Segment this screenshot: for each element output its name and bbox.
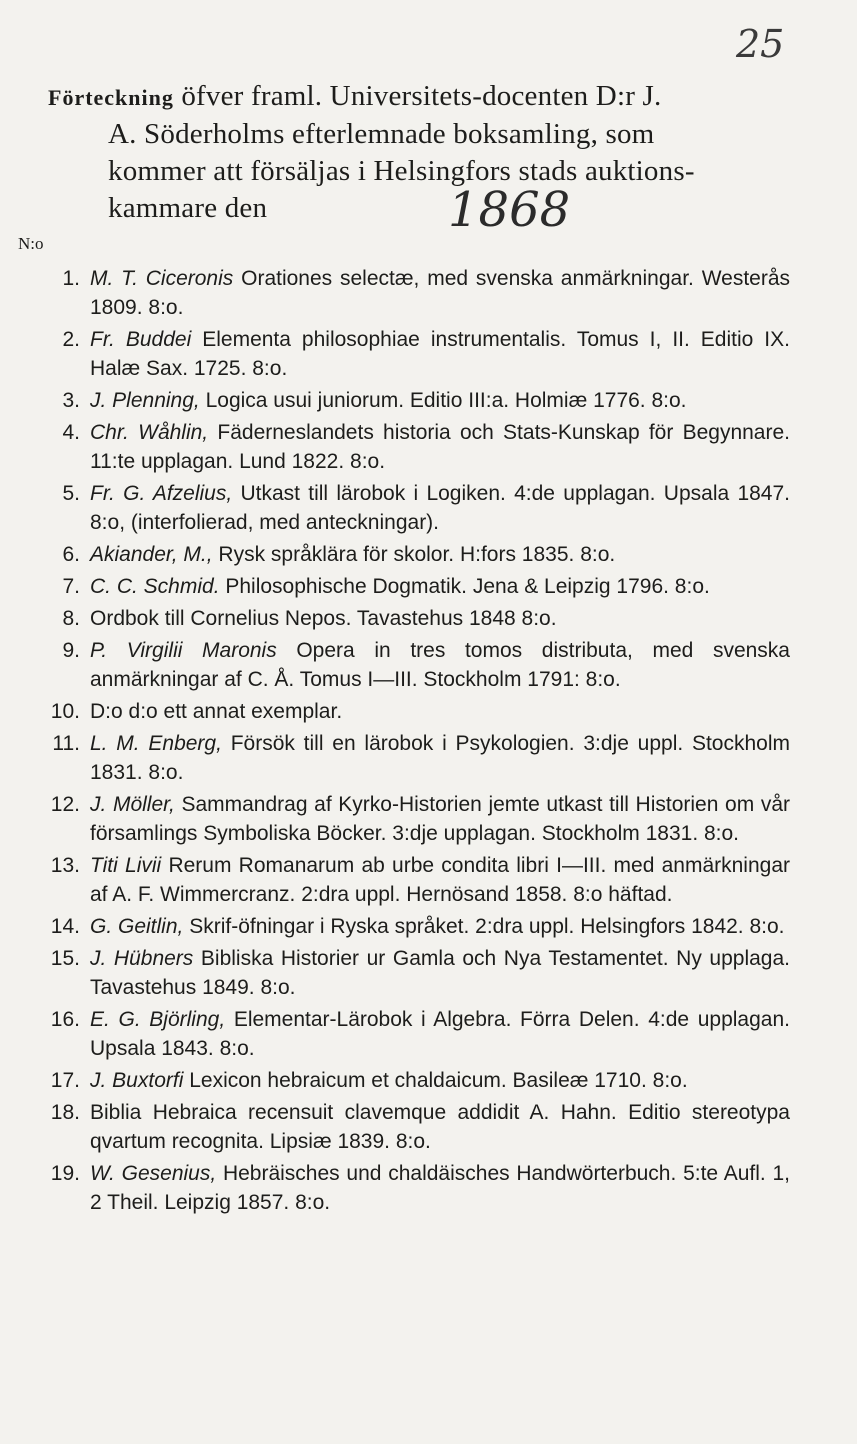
entry-text bbox=[90, 479, 790, 537]
entry-text bbox=[90, 540, 790, 569]
book-entry bbox=[0, 851, 857, 909]
entry-description: D:o d:o ett annat exemplar. bbox=[90, 700, 343, 723]
entry-number: 11. bbox=[52, 732, 80, 755]
entry-author: J. Möller, bbox=[90, 793, 175, 816]
entry-text bbox=[90, 729, 790, 787]
entry-text bbox=[90, 1098, 790, 1156]
book-entry bbox=[0, 604, 857, 633]
entry-description: Lexicon hebraicum et chaldaicum. Basileæ 1710. 8:o. bbox=[183, 1069, 688, 1092]
entry-description: Opera in tres tomos distributa, med svenska anmärkningar af C. Å. Tomus I—III. Stockholm 1791: 8:o. bbox=[90, 639, 790, 691]
entry-text bbox=[90, 1159, 790, 1217]
book-entry bbox=[0, 944, 857, 1002]
entry-number: 6. bbox=[62, 543, 80, 566]
entry-description: Försök till en lärobok i Psykologien. 3:dje uppl. Stockholm 1831. 8:o. bbox=[90, 732, 791, 784]
entry-number: 3. bbox=[62, 389, 80, 412]
entry-description: Rerum Romanarum ab urbe condita libri I—III. med anmärkningar af A. F. Wimmercranz. 2:dra uppl. Hernösand 1858. 8:o häftad. bbox=[90, 854, 790, 906]
book-entry bbox=[0, 912, 857, 941]
entry-description: Sammandrag af Kyrko-Historien jemte utkast till Historien om vår församlings Symboliska Böcker. 3:dje upplagan. Stockholm 1831. 8:o. bbox=[90, 793, 790, 845]
entry-description: Fäderneslandets historia och Stats-Kunskap för Begynnare. 11:te upplagan. Lund 1822. 8:o. bbox=[90, 421, 790, 473]
entry-description: Logica usui juniorum. Editio III:a. Holmiæ 1776. 8:o. bbox=[199, 389, 687, 412]
entry-text bbox=[90, 386, 790, 415]
catalogue-title bbox=[48, 78, 803, 227]
book-entry bbox=[0, 636, 857, 694]
handwritten-year: 1868 bbox=[448, 182, 571, 238]
entry-author: Akiander, M., bbox=[90, 543, 213, 566]
title-line-2: A. Söderholms efterlemnade boksamling, som bbox=[108, 118, 655, 150]
book-entry bbox=[0, 697, 857, 726]
entry-author: W. Gesenius, bbox=[90, 1162, 217, 1185]
entry-description: Bibliska Historier ur Gamla och Nya Testamentet. Ny upplaga. Tavastehus 1849. 8:o. bbox=[90, 947, 790, 999]
entry-author: C. C. Schmid. bbox=[90, 575, 220, 598]
entry-number: 7. bbox=[62, 575, 80, 598]
entry-description: Hebräisches und chaldäisches Handwörterbuch. 5:te Aufl. 1, 2 Theil. Leipzig 1857. 8:o. bbox=[90, 1162, 790, 1214]
entry-number: 14. bbox=[50, 915, 80, 938]
book-entry bbox=[0, 572, 857, 601]
entry-text bbox=[90, 572, 790, 601]
book-entry bbox=[0, 1066, 857, 1095]
entry-description: Rysk språklära för skolor. H:fors 1835. 8:o. bbox=[212, 543, 616, 566]
entry-text bbox=[90, 697, 790, 726]
entry-text bbox=[90, 1066, 790, 1095]
entry-author: G. Geitlin, bbox=[90, 915, 184, 938]
book-entry bbox=[0, 264, 857, 322]
entry-author: M. T. Ciceronis bbox=[90, 267, 234, 290]
book-entry bbox=[0, 1098, 857, 1156]
entry-description: Elementar-Lärobok i Algebra. Förra Delen. 4:de upplagan. Upsala 1843. 8:o. bbox=[90, 1008, 790, 1060]
entry-number: 2. bbox=[62, 328, 80, 351]
entry-number: 15. bbox=[50, 947, 80, 970]
entry-author: J. Plenning, bbox=[90, 389, 200, 412]
entry-description: Philosophische Dogmatik. Jena & Leipzig 1796. 8:o. bbox=[219, 575, 710, 598]
entry-description: Biblia Hebraica recensuit clavemque addidit A. Hahn. Editio stereotypa qvartum recognita. Lipsiæ 1839. 8:o. bbox=[90, 1101, 790, 1153]
entry-number: 5. bbox=[62, 482, 80, 505]
book-entry bbox=[0, 1159, 857, 1217]
entry-number: 9. bbox=[62, 639, 80, 662]
entry-text bbox=[90, 1005, 790, 1063]
entry-author: Fr. Buddei bbox=[90, 328, 192, 351]
entry-text bbox=[90, 604, 790, 633]
book-entry bbox=[0, 325, 857, 383]
entry-author: Chr. Wåhlin, bbox=[90, 421, 209, 444]
entry-author: J. Buxtorfi bbox=[90, 1069, 184, 1092]
handwritten-page-number: 25 bbox=[736, 22, 785, 66]
entry-description: Elementa philosophiae instrumentalis. Tomus I, II. Editio IX. Halæ Sax. 1725. 8:o. bbox=[90, 328, 790, 380]
entry-text bbox=[90, 851, 790, 909]
entry-text bbox=[90, 790, 790, 848]
book-entry bbox=[0, 479, 857, 537]
entry-author: J. Hübners bbox=[90, 947, 194, 970]
entry-description: Ordbok till Cornelius Nepos. Tavastehus 1848 8:o. bbox=[90, 607, 557, 630]
entry-author: E. G. Björling, bbox=[90, 1008, 226, 1031]
title-line-1-rest: öfver framl. Universitets-docenten D:r J. bbox=[181, 80, 662, 112]
entry-text bbox=[90, 325, 790, 383]
entry-text bbox=[90, 636, 790, 694]
entry-description: Skrif-öfningar i Ryska språket. 2:dra uppl. Helsingfors 1842. 8:o. bbox=[183, 915, 785, 938]
title-line-1 bbox=[48, 78, 803, 116]
book-entry bbox=[0, 729, 857, 787]
entry-description: Orationes selectæ, med svenska anmärkningar. Westerås 1809. 8:o. bbox=[90, 267, 791, 319]
entry-author: P. Virgilii Maronis bbox=[90, 639, 277, 662]
number-column-label: N:o bbox=[18, 234, 44, 253]
entry-number: 13. bbox=[50, 854, 80, 877]
entry-number: 16. bbox=[50, 1008, 80, 1031]
entry-text bbox=[90, 264, 790, 322]
book-entry bbox=[0, 386, 857, 415]
book-entry bbox=[0, 540, 857, 569]
book-entry bbox=[0, 790, 857, 848]
entry-number: 4. bbox=[62, 421, 80, 444]
entry-text bbox=[90, 418, 790, 476]
title-bold-word: Förteckning bbox=[48, 85, 174, 110]
book-entry bbox=[0, 418, 857, 476]
entry-number: 17. bbox=[50, 1069, 80, 1092]
entry-number: 10. bbox=[50, 700, 80, 723]
entry-number: 12. bbox=[50, 793, 80, 816]
entry-number: 1. bbox=[62, 267, 80, 290]
entry-text bbox=[90, 912, 790, 941]
title-line-4: kammare den bbox=[108, 192, 268, 224]
entry-text bbox=[90, 944, 790, 1002]
entry-number: 19. bbox=[50, 1162, 80, 1185]
entry-author: Titi Livii bbox=[90, 854, 162, 877]
book-list bbox=[0, 264, 857, 1220]
entry-number: 18. bbox=[50, 1101, 80, 1124]
entry-author: Fr. G. Afzelius, bbox=[90, 482, 233, 505]
title-line-3: kommer att försäljas i Helsingfors stads auktions- bbox=[108, 155, 695, 187]
entry-number: 8. bbox=[62, 607, 80, 630]
book-entry bbox=[0, 1005, 857, 1063]
entry-description: Utkast till lärobok i Logiken. 4:de upplagan. Upsala 1847. 8:o, (interfolierad, med anteckningar). bbox=[90, 482, 790, 534]
entry-author: L. M. Enberg, bbox=[90, 732, 222, 755]
